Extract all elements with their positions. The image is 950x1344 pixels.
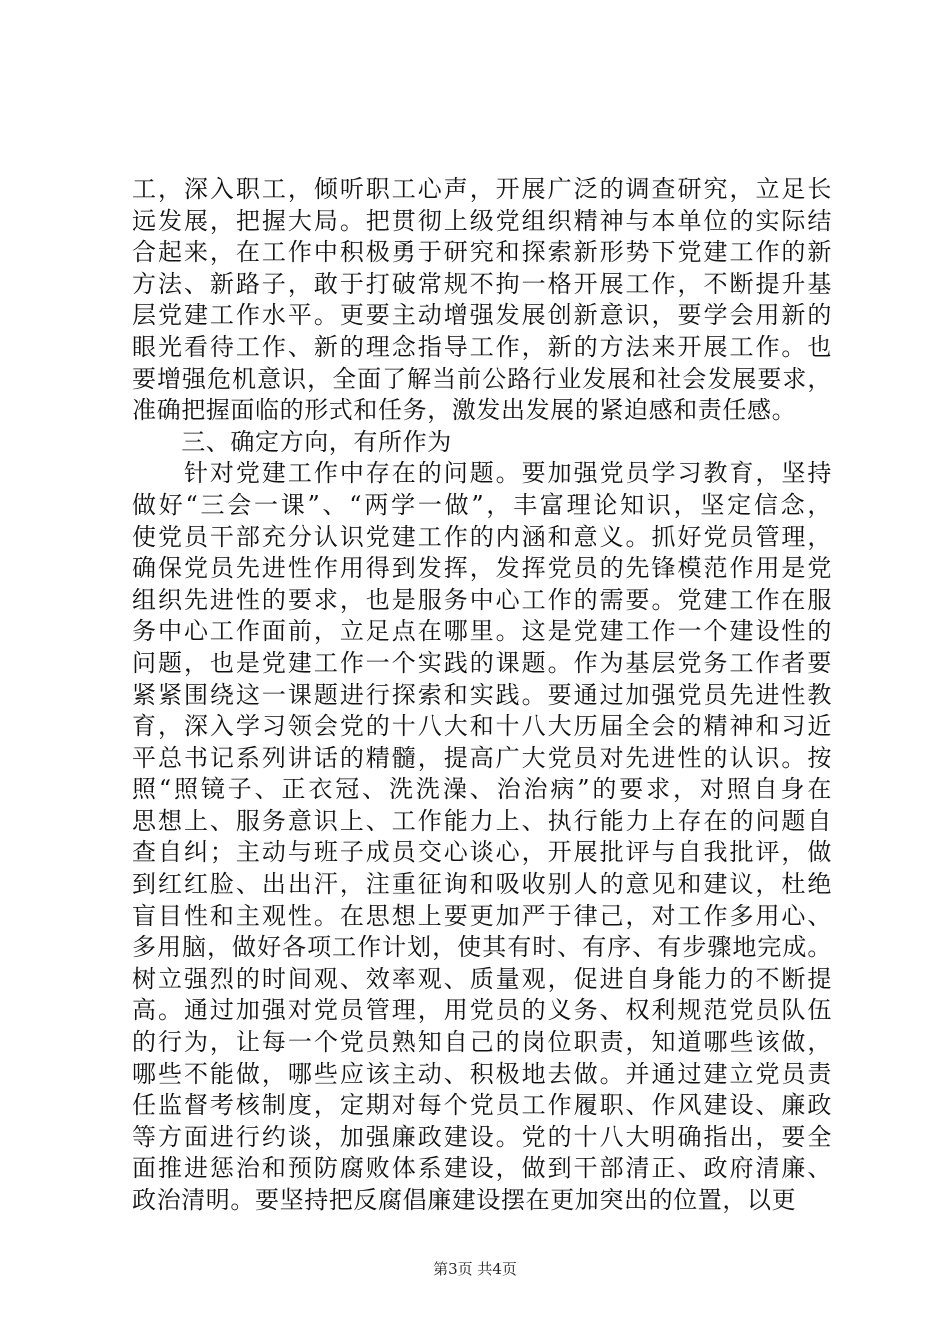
text-line: 高。通过加强对党员管理，用党员的义务、权利规范党员队伍 [132,996,832,1025]
text-line: 树立强烈的时间观、效率观、质量观，促进自身能力的不断提 [132,964,832,993]
text-line: 的行为，让每一个党员熟知自己的岗位职责，知道哪些该做， [132,1028,832,1057]
text-line: 思想上、服务意识上、工作能力上、执行能力上存在的问题自 [132,806,832,835]
text-line: 等方面进行约谈，加强廉政建设。党的十八大明确指出，要全 [132,1122,832,1151]
text-line: 工，深入职工，倾听职工心声，开展广泛的调查研究，立足长 [132,175,832,203]
text-line: 要增强危机意识，全面了解当前公路行业发展和社会发展要求， [132,364,832,393]
text-line: 层党建工作水平。更要主动增强发展创新意识，要学会用新的 [132,301,832,330]
text-line: 平总书记系列讲话的精髓，提高广大党员对先进性的认识。按 [132,743,832,772]
text-line: 面推进惩治和预防腐败体系建设，做到干部清正、政府清廉、 [132,1154,832,1183]
text-line: 针对党建工作中存在的问题。要加强党员学习教育，坚持 [132,459,832,488]
text-line: 准确把握面临的形式和任务，激发出发展的紧迫感和责任感。 [132,396,797,425]
text-line: 方法、新路子，敢于打破常规不拘一格开展工作，不断提升基 [132,269,832,298]
text-line: 照“照镜子、正衣冠、洗洗澡、治治病”的要求，对照自身在 [132,775,832,804]
text-line: 到红红脸、出出汗，注重征询和吸收别人的意见和建议，杜绝 [132,870,832,899]
text-line: 组织先进性的要求，也是服务中心工作的需要。党建工作在服 [132,585,832,614]
text-line: 查自纠；主动与班子成员交心谈心，开展批评与自我批评，做 [132,838,832,867]
text-line: 任监督考核制度，定期对每个党员工作履职、作风建设、廉政 [132,1091,832,1120]
text-line: 紧紧围绕这一课题进行探索和实践。要通过加强党员先进性教 [132,680,832,709]
text-line: 多用脑，做好各项工作计划，使其有时、有序、有步骤地完成。 [132,933,832,962]
body-text [132,174,832,1217]
text-line: 做好“三会一课”、“两学一做”，丰富理论知识，坚定信念， [132,490,832,519]
text-line: 哪些不能做，哪些应该主动、积极地去做。并通过建立党员责 [132,1059,832,1088]
text-line: 远发展，把握大局。把贯彻上级党组织精神与本单位的实际结 [132,206,832,235]
text-line: 育，深入学习领会党的十八大和十八大历届全会的精神和习近 [132,712,832,741]
text-line: 盲目性和主观性。在思想上要更加严于律己，对工作多用心、 [132,901,832,930]
text-line: 问题，也是党建工作一个实践的课题。作为基层党务工作者要 [132,648,832,677]
text-line: 三、确定方向，有所作为 [132,427,452,456]
text-line: 政治清明。要坚持把反腐倡廉建设摆在更加突出的位置，以更 [132,1186,797,1214]
text-line: 使党员干部充分认识党建工作的内涵和意义。抓好党员管理， [132,522,832,551]
text-line: 确保党员先进性作用得到发挥，发挥党员的先锋模范作用是党 [132,554,832,583]
text-line: 务中心工作面前，立足点在哪里。这是党建工作一个建设性的 [132,617,832,646]
text-line: 眼光看待工作、新的理念指导工作，新的方法来开展工作。也 [132,332,832,361]
text-line: 合起来，在工作中积极勇于研究和探索新形势下党建工作的新 [132,238,832,267]
page-footer: 第3页 共4页 [433,1260,517,1278]
